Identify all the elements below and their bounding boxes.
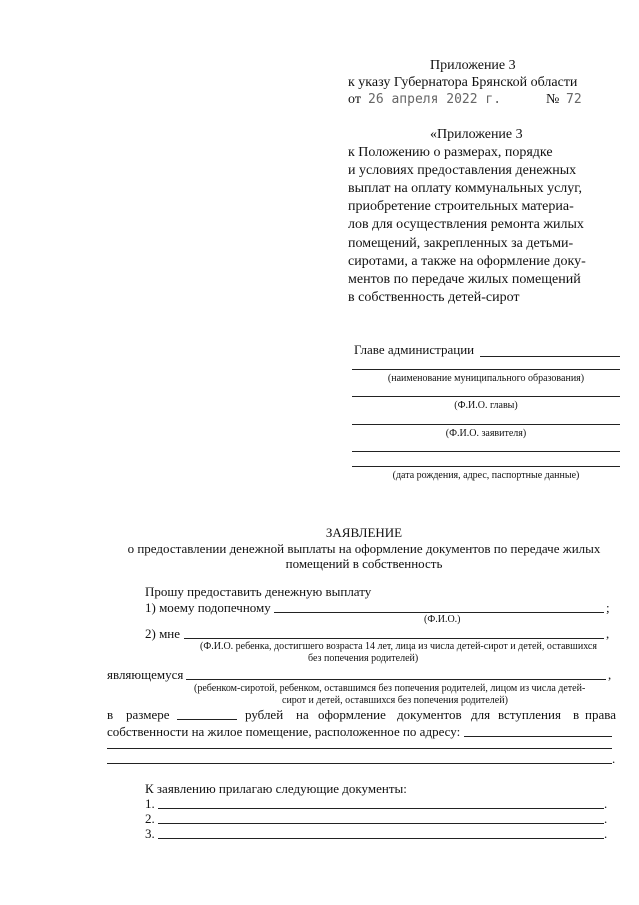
head-of-administration-label: Главе администрации xyxy=(354,342,475,357)
ward-name-field[interactable] xyxy=(274,612,604,613)
regulation-appendix-line: в собственность детей-сирот xyxy=(348,289,520,305)
applicant-name-hint: (Ф.И.О. заявителя) xyxy=(445,428,527,439)
attachment-number-2: 2. xyxy=(145,811,155,826)
amount-word-2: размере xyxy=(126,707,170,722)
regulation-appendix-line: сиротами, а также на оформление доку- xyxy=(348,253,586,269)
self-name-field[interactable] xyxy=(184,638,604,639)
option1-separator: ; xyxy=(606,600,610,615)
attachment-field-1[interactable] xyxy=(158,808,604,809)
amount-field[interactable] xyxy=(177,719,237,720)
attachment-field-2[interactable] xyxy=(158,823,604,824)
address-field-3[interactable] xyxy=(107,763,612,764)
being-hint-line2: сирот и детей, оставшихся без попечения родителей) xyxy=(282,695,508,706)
appendix-from-label: от xyxy=(348,92,361,107)
amount-word-8: вступления xyxy=(498,707,561,722)
regulation-appendix-line: приобретение строительных материа- xyxy=(348,199,574,215)
appendix-decree-line: к указу Губернатора Брянской области xyxy=(348,75,578,90)
regulation-appendix-line: лов для осуществления ремонта жилых xyxy=(348,217,584,233)
statement-subtitle-line2: помещений в собственность xyxy=(285,556,443,571)
applicant-details-hint: (дата рождения, адрес, паспортные данные) xyxy=(392,470,580,481)
applicant-name-field[interactable] xyxy=(352,424,620,425)
option2-hint-line1: (Ф.И.О. ребенка, достигшего возраста 14 лет, лица из числа детей-сирот и детей, оставшихся xyxy=(200,641,597,652)
being-hint-line1: (ребенком-сиротой, ребенком, оставшимся без попечения родителей, лицом из числа детей- xyxy=(194,683,586,694)
regulation-appendix-block xyxy=(348,126,608,307)
address-end-dot: . xyxy=(612,751,616,766)
regulation-appendix-line: помещений, закрепленных за детьми- xyxy=(348,235,574,251)
statement-title: ЗАЯВЛЕНИЕ xyxy=(325,525,403,540)
applicant-details-field-1[interactable] xyxy=(352,451,620,452)
head-of-administration-field[interactable] xyxy=(480,356,620,357)
regulation-appendix-line: к Положению о размерах, порядке xyxy=(348,145,553,161)
appendix-number-label: № xyxy=(546,92,560,107)
appendix-number-stamp: 72 xyxy=(566,92,582,107)
head-name-hint: (Ф.И.О. главы) xyxy=(454,400,518,411)
head-name-field[interactable] xyxy=(352,396,620,397)
being-label: являющемуся xyxy=(107,667,184,682)
address-field-1[interactable] xyxy=(464,736,612,737)
attachment-field-3[interactable] xyxy=(158,838,604,839)
amount-word-7: для xyxy=(471,707,491,722)
municipality-field[interactable] xyxy=(352,369,620,370)
attachment-end-1: . xyxy=(604,796,608,811)
amount-word-10: права xyxy=(585,707,616,722)
attachment-number-3: 3. xyxy=(145,826,155,841)
ownership-text: собственности на жилое помещение, расположенное по адресу: xyxy=(107,724,461,739)
regulation-appendix-line: и условиях предоставления денежных xyxy=(348,163,577,179)
option2-hint-line2: без попечения родителей) xyxy=(308,653,419,664)
attachment-end-2: . xyxy=(604,811,608,826)
amount-word-3: рублей xyxy=(245,707,284,722)
amount-word-6: документов xyxy=(397,707,462,722)
regulation-appendix-line: выплат на оплату коммунальных услуг, xyxy=(348,181,582,197)
municipality-hint: (наименование муниципального образования) xyxy=(387,373,585,384)
attachment-number-1: 1. xyxy=(145,796,155,811)
option1-label: 1) моему подопечному xyxy=(145,600,271,615)
appendix-date-stamp: 26 апреля 2022 г. xyxy=(368,92,502,107)
amount-word-4: на xyxy=(296,707,309,722)
appendix-title: Приложение 3 xyxy=(430,58,516,73)
option2-label: 2) мне xyxy=(145,626,181,641)
option2-separator: , xyxy=(606,626,610,641)
statement-subtitle-line1: о предоставлении денежной выплаты на оформление документов по передаче жилых xyxy=(127,541,601,556)
amount-word-5: оформление xyxy=(318,707,386,722)
being-separator: , xyxy=(608,667,612,682)
amount-word-9: в xyxy=(573,707,580,722)
status-field[interactable] xyxy=(186,679,606,680)
attachments-label: К заявлению прилагаю следующие документы: xyxy=(145,781,407,796)
regulation-appendix-line: «Приложение 3 xyxy=(430,127,523,142)
regulation-appendix-line: ментов по передаче жилых помещений xyxy=(348,271,581,287)
request-text: Прошу предоставить денежную выплату xyxy=(145,584,372,599)
applicant-details-field-2[interactable] xyxy=(352,466,620,467)
amount-word-1: в xyxy=(107,707,114,722)
address-field-2[interactable] xyxy=(107,748,612,749)
attachment-end-3: . xyxy=(604,826,608,841)
option1-hint: (Ф.И.О.) xyxy=(424,614,461,625)
